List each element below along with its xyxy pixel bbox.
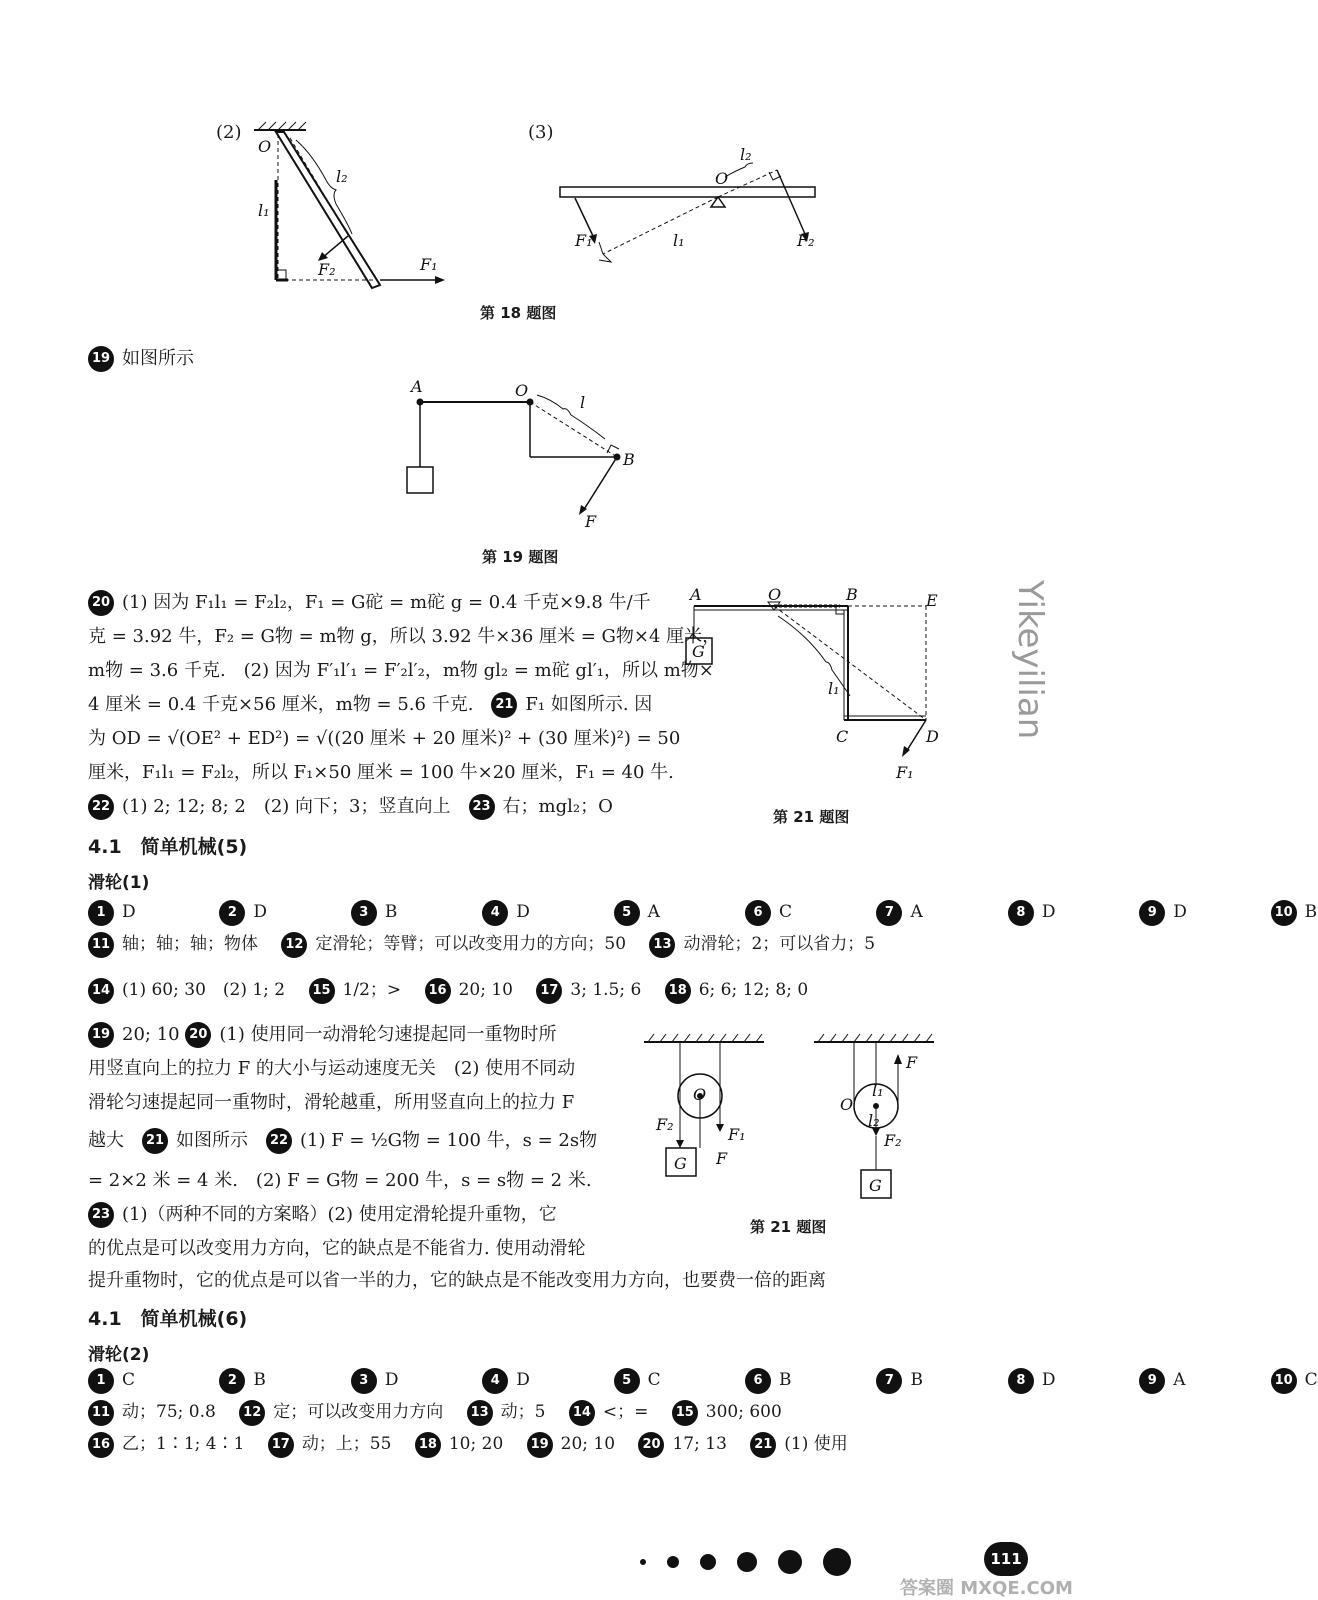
sec6-mc-answer: D: [516, 1370, 530, 1390]
sec5-mc-number: 10: [1271, 900, 1297, 926]
q20-line-1: [88, 586, 651, 620]
fig21p-O-right: O: [840, 1095, 854, 1114]
sec5-para-3: 滑轮匀速提起同一重物时，滑轮越重，所用竖直向上的拉力 F: [88, 1092, 575, 1113]
q20-number: 20: [88, 590, 114, 616]
sec5-para-5: = 2×2 米 = 4 米. (2) F = G物 = 200 牛，s = s物 = 2 米.: [88, 1170, 592, 1191]
sec5-mc-answer: B: [384, 902, 398, 922]
fig21p-F-right: F: [906, 1053, 918, 1072]
fig18-3-O: O: [715, 169, 729, 188]
q20-line-4: [88, 688, 652, 722]
sec6-q-number: 13: [467, 1400, 493, 1426]
fig21-pulley-diagram: [636, 1030, 956, 1210]
sec5-mc-answer: D: [122, 902, 136, 922]
sec5-mc-row: [88, 896, 1317, 928]
fig19-F: F: [585, 512, 597, 531]
q20-text-1: (1) 因为 F₁l₁ = F₂l₂，F₁ = G砣 = m砣 g = 0.4 千克×9.8 牛/千: [122, 592, 651, 613]
sec5-mc-number: 1: [88, 900, 114, 926]
section5-subtitle: 滑轮(1): [88, 873, 150, 893]
fig21p-O-left: O: [693, 1085, 707, 1104]
fig21p-F-left: F: [716, 1149, 728, 1168]
fig19-diagram: [395, 375, 655, 530]
sec6-q-answer: 300; 600: [705, 1402, 782, 1422]
q22-line: [88, 790, 613, 824]
dot-icon: [667, 1556, 679, 1568]
sec5-q-number: 18: [665, 978, 691, 1004]
sec6-mc-answer: B: [779, 1370, 792, 1390]
sec5-q-answer: 20; 10: [458, 980, 513, 1000]
sec6-row-3: [88, 1428, 848, 1460]
sec6-mc-answer: C: [647, 1370, 661, 1390]
sec6-mc-number: 8: [1008, 1368, 1034, 1394]
sec5-q-number: 17: [536, 978, 562, 1004]
sec5-mc-number: 2: [219, 900, 245, 926]
fig18-3-l1: l₁: [673, 231, 685, 250]
sec6-q-answer: 20; 10: [560, 1434, 616, 1454]
sec6-q-number: 17: [268, 1432, 294, 1458]
sec6-mc-answer: D: [1041, 1370, 1056, 1390]
fig21p-F1-left: F₁: [728, 1125, 746, 1144]
sec5-mc-answer: A: [910, 902, 923, 922]
q22-text: (1) 2; 12; 8; 2 (2) 向下；3；竖直向上: [122, 796, 451, 817]
q20-text-4: 4 厘米 = 0.4 千克×56 厘米，m物 = 5.6 千克.: [88, 694, 474, 715]
q21-line-2: 为 OD = √(OE² + ED²) = √((20 厘米 + 20 厘米)² + (30 厘米)²) = 50: [88, 728, 681, 749]
sec5-mc-number: 4: [482, 900, 508, 926]
fig21-pulley-caption: 第 21 题图: [750, 1218, 827, 1236]
sec6-q-number: 21: [750, 1432, 776, 1458]
sec5-q21-text: 如图所示: [176, 1130, 248, 1151]
sec6-q-number: 20: [638, 1432, 664, 1458]
sec5-row-2: [88, 928, 875, 960]
sec6-mc-answer: B: [910, 1370, 923, 1390]
sec5-q-number: 11: [88, 932, 114, 958]
sec6-mc-answer: D: [384, 1370, 399, 1390]
sec6-q-answer: 动；5: [500, 1402, 546, 1422]
sec5-q19-number: 19: [88, 1022, 114, 1048]
fig18-O: O: [258, 137, 272, 156]
sec5-mc-answer: D: [516, 902, 530, 922]
q22-number: 22: [88, 794, 114, 820]
dot-icon: [737, 1552, 757, 1572]
fig21p-G-right: G: [869, 1176, 882, 1195]
page-dots: [640, 1548, 867, 1576]
fig18-3-l2: l₂: [740, 145, 752, 164]
sec5-para-1: [88, 1018, 557, 1052]
sec6-mc-row: [88, 1364, 1318, 1396]
sec6-mc-answer: B: [253, 1370, 266, 1390]
q19-text: 如图所示: [122, 348, 194, 369]
sec5-q-number: 12: [281, 932, 307, 958]
sec5-para-7: 的优点是可以改变用力方向，它的缺点是不能省力. 使用动滑轮: [88, 1238, 586, 1259]
fig21-l1: l₁: [828, 679, 840, 698]
sec6-mc-number: 1: [88, 1368, 114, 1394]
sec5-q-number: 16: [425, 978, 451, 1004]
fig18-F1: F₁: [420, 255, 438, 274]
sec5-mc-answer: D: [1173, 902, 1187, 922]
fig18-3-F2: F₂: [797, 231, 815, 250]
sec5-mc-number: 6: [745, 900, 771, 926]
sec5-q-number: 15: [309, 978, 335, 1004]
section6-subtitle: 滑轮(2): [88, 1345, 150, 1365]
dot-icon: [823, 1548, 851, 1576]
fig21p-F2-right: F₂: [884, 1131, 902, 1150]
q23-text: 右；mgl₂；O: [502, 796, 613, 817]
sec5-q23-number: 23: [88, 1202, 114, 1228]
fig18-caption: 第 18 题图: [480, 304, 557, 322]
sec5-mc-number: 8: [1008, 900, 1034, 926]
fig19-l: l: [580, 393, 586, 412]
sec5-mc-answer: D: [253, 902, 268, 922]
sec5-row-3: [88, 974, 808, 1006]
sec5-q20-number: 20: [185, 1022, 211, 1048]
q20-line-2: 克 = 3.92 牛，F₂ = G物 = m物 g，所以 3.92 牛×36 厘米 = G物×4 厘米，: [88, 626, 721, 647]
sec6-mc-number: 4: [482, 1368, 508, 1394]
dot-icon: [778, 1550, 802, 1574]
sec6-q-answer: <；=: [602, 1402, 649, 1422]
q21-number: 21: [491, 692, 517, 718]
fig19-A: A: [411, 377, 423, 396]
sec5-q-number: 13: [649, 932, 675, 958]
sec5-q19-answer: 20; 10: [122, 1024, 180, 1045]
fig21-lever-diagram: [680, 582, 950, 787]
sec6-q-answer: (1) 使用: [784, 1434, 848, 1454]
fig18-label-2: (2): [216, 122, 242, 143]
sec6-q-answer: 动；上；55: [301, 1434, 392, 1454]
fig18-diagram-2: [240, 120, 460, 295]
sec6-row-2: [88, 1396, 782, 1428]
fig21-caption: 第 21 题图: [773, 808, 850, 826]
fig18-l1: l₁: [258, 201, 270, 220]
fig21-G: G: [692, 642, 705, 661]
q20-line-3: m物 = 3.6 千克. (2) 因为 F′₁l′₁ = F′₂l′₂，m物 gl₂ = m砣 gl′₁，所以 m物×: [88, 660, 714, 681]
sec5-mc-answer: B: [1304, 902, 1318, 922]
fig21p-l1-right: l₁: [872, 1081, 884, 1100]
q23-number: 23: [469, 794, 495, 820]
fig18-3-F1: F₁: [575, 231, 593, 250]
fig18-label-3: (3): [528, 122, 554, 143]
sec6-mc-number: 3: [351, 1368, 377, 1394]
sec6-mc-number: 6: [745, 1368, 771, 1394]
q19-line: [88, 342, 194, 376]
section6-title: 4.1 简单机械(6): [88, 1308, 248, 1330]
q21-line-3: 厘米，F₁l₁ = F₂l₂，所以 F₁×50 厘米 = 100 牛×20 厘米，F₁ = 40 牛.: [88, 762, 674, 783]
sec6-q-answer: 乙；1∶1; 4∶1: [122, 1434, 245, 1454]
sec6-q-answer: 10; 20: [448, 1434, 504, 1454]
sec6-mc-number: 10: [1271, 1368, 1297, 1394]
sec6-mc-answer: C: [122, 1370, 136, 1390]
page-number: 111: [984, 1542, 1028, 1576]
sec6-mc-number: 9: [1139, 1368, 1165, 1394]
sec6-q-number: 11: [88, 1400, 114, 1426]
section5-title: 4.1 简单机械(5): [88, 836, 248, 858]
sec5-para-2: 用竖直向上的拉力 F 的大小与运动速度无关 (2) 使用不同动: [88, 1058, 576, 1079]
sec6-mc-answer: A: [1173, 1370, 1186, 1390]
sec5-q21-number: 21: [142, 1128, 168, 1154]
sec5-mc-number: 5: [614, 900, 640, 926]
sec6-q-number: 15: [672, 1400, 698, 1426]
dot-icon: [700, 1554, 716, 1570]
sec5-q-answer: 6; 6; 12; 8; 0: [698, 980, 809, 1000]
side-watermark: Yikeyilian: [1010, 580, 1050, 740]
q21-text-1: F₁ 如图所示. 因: [525, 694, 653, 715]
dot-icon: [640, 1559, 646, 1565]
fig21-O: O: [768, 585, 782, 604]
fig19-B: B: [623, 450, 635, 469]
fig21-C: C: [836, 727, 849, 746]
sec5-q-number: 14: [88, 978, 114, 1004]
sec5-mc-number: 9: [1139, 900, 1165, 926]
sec6-q-number: 14: [569, 1400, 595, 1426]
sec5-q22-number: 22: [266, 1128, 292, 1154]
sec6-q-answer: 定；可以改变用力方向: [273, 1402, 444, 1422]
sec5-q-answer: 轴；轴；轴；物体: [122, 934, 258, 954]
sec5-para-8: 提升重物时，它的优点是可以省一半的力，它的缺点是不能改变用力方向，也要费一倍的距离: [88, 1270, 826, 1291]
sec5-para-4: [88, 1124, 597, 1158]
sec6-q-number: 19: [527, 1432, 553, 1458]
sec6-mc-answer: C: [1304, 1370, 1318, 1390]
sec6-q-number: 18: [415, 1432, 441, 1458]
sec6-mc-number: 7: [876, 1368, 902, 1394]
sec5-mc-answer: D: [1041, 902, 1056, 922]
fig21p-G-left: G: [674, 1154, 687, 1173]
sec5-q-answer: 动滑轮；2；可以省力；5: [683, 934, 876, 954]
sec5-q23-text-1: (1)（两种不同的方案略）(2) 使用定滑轮提升重物，它: [122, 1204, 557, 1225]
fig18-F2: F₂: [318, 260, 336, 279]
fig18-l2: l₂: [336, 167, 348, 186]
fig21p-F2-left: F₂: [656, 1115, 674, 1134]
sec6-q-number: 12: [239, 1400, 265, 1426]
fig21-F1: F₁: [896, 763, 914, 782]
sec6-q-answer: 动；75; 0.8: [122, 1402, 216, 1422]
fig21p-l2-right: l₂: [868, 1111, 880, 1130]
sec6-q-answer: 17; 13: [672, 1434, 727, 1454]
sec6-mc-number: 2: [219, 1368, 245, 1394]
fig21-A: A: [690, 585, 702, 604]
fig19-O: O: [515, 381, 529, 400]
sec5-para-6: [88, 1198, 557, 1232]
sec5-q-answer: 定滑轮；等臂；可以改变用力的方向；50: [315, 934, 627, 954]
fig21-D: D: [926, 727, 939, 746]
sec5-q-answer: (1) 60; 30 (2) 1; 2: [122, 980, 286, 1000]
sec5-mc-answer: A: [647, 902, 660, 922]
sec5-mc-number: 3: [351, 900, 377, 926]
fig21-B: B: [846, 585, 858, 604]
fig18-diagram-3: [555, 142, 825, 262]
fig19-caption: 第 19 题图: [482, 548, 559, 566]
sec5-q-answer: 3; 1.5; 6: [570, 980, 642, 1000]
sec6-q-number: 16: [88, 1432, 114, 1458]
sec5-mc-answer: C: [779, 902, 793, 922]
sec5-q20-text-1: (1) 使用同一动滑轮匀速提起同一重物时所: [219, 1024, 557, 1045]
sec6-mc-number: 5: [614, 1368, 640, 1394]
corner-brand-watermark: 答案圈 MXQE.COM: [900, 1578, 1073, 1599]
sec5-q20-text-4: 越大: [88, 1130, 124, 1151]
q19-number: 19: [88, 346, 114, 372]
sec5-q-answer: 1/2；>: [342, 980, 402, 1000]
fig21-E: E: [926, 591, 938, 610]
sec5-q22-text-1: (1) F = ½G物 = 100 牛，s = 2s物: [300, 1130, 598, 1151]
sec5-mc-number: 7: [876, 900, 902, 926]
